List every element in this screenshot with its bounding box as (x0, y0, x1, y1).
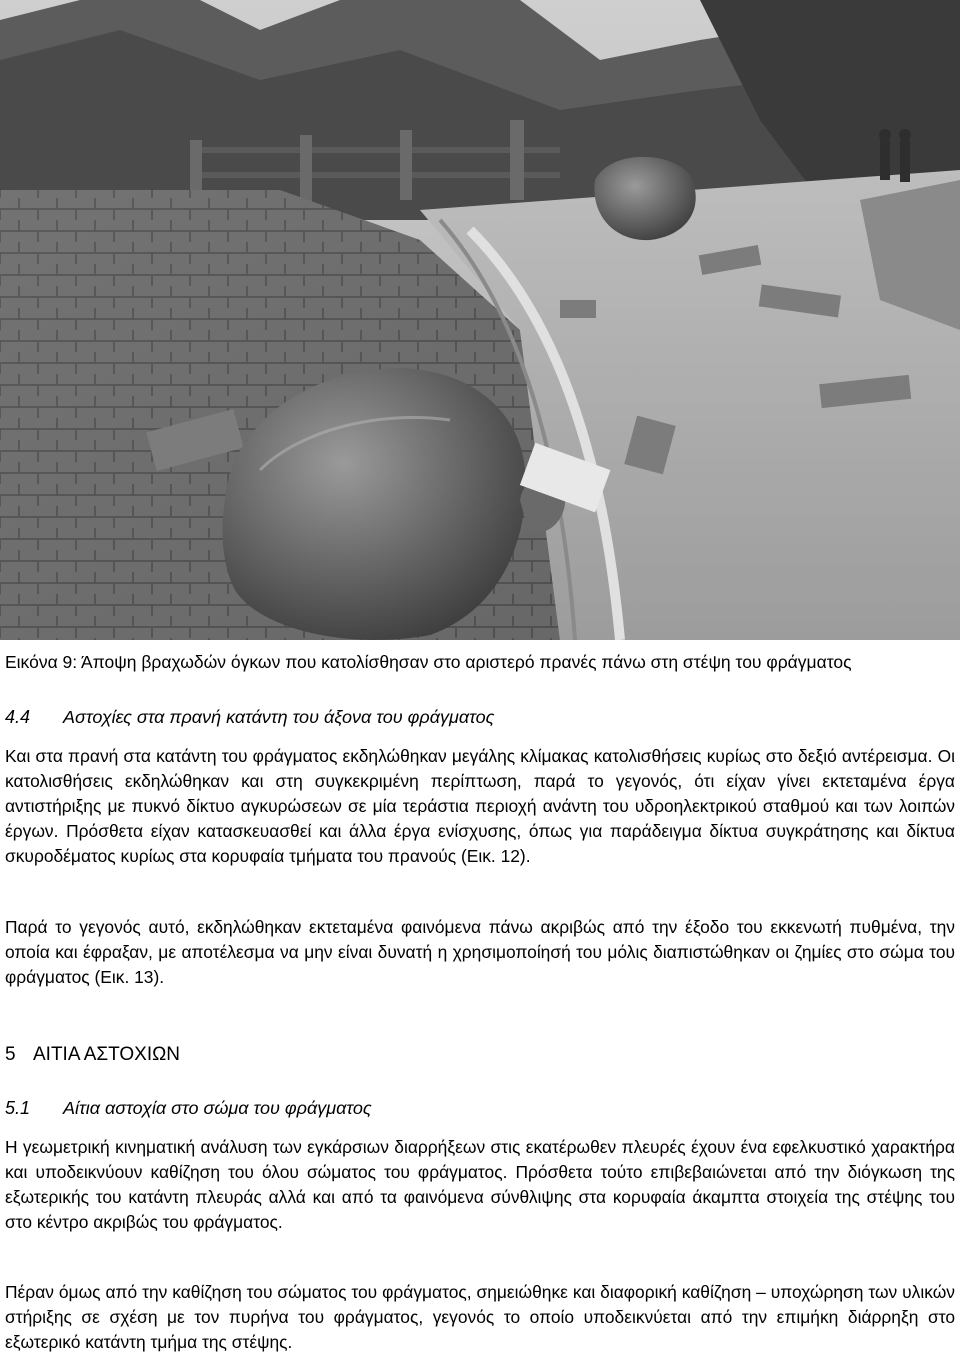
figure-caption: Εικόνα 9: Άποψη βραχωδών όγκων που κατολίσθησαν στο αριστερό πρανές πάνω στη στέψη του φράγματος (5, 652, 852, 672)
section-4-4-heading (5, 707, 955, 728)
paragraph-3: Η γεωμετρική κινηματική ανάλυση των εγκάρσιων διαρρήξεων στις εκατέρωθεν πλευρές έχουν ένα εφελκυστικό χαρακτήρα και υποδεικνύουν καθίζηση του όλου σώματος του φράγματος. Πρόσθετα τούτο επιβεβαιώνεται από την διόγκωση της εξωτερικής του κατάντη πλευράς αλλά και από τα φαινόμενα σύνθλιψης στα κορυφαία άκαμπτα στοιχεία της στέψης του στο κέντρο ακριβώς του φράγματος. (5, 1137, 955, 1232)
paragraph-4: Πέραν όμως από την καθίζηση του σώματος του φράγματος, σημειώθηκε και διαφορική καθίζηση – υποχώρηση των υλικών στήριξης σε σχέση με τον πυρήνα του φράγματος, γεγονός το οποίο υποδεικνύεται από την επιμήκη διάρρηξη στο εξωτερικό κατάντη τμήμα της στέψης. (5, 1282, 955, 1352)
section-number: 5 (5, 1044, 16, 1065)
paragraph-2: Παρά το γεγονός αυτό, εκδηλώθηκαν εκτεταμένα φαινόμενα πάνω ακριβώς από την έξοδο του εκκενωτή πυθμένα, την οποία και έφραξαν, με αποτέλεσμα να μην είναι δυνατή η χρησιμοποίησή του μόλις διαπιστώθηκαν οι ζημίες στο σώμα του φράγματος (Εικ. 13). (5, 917, 955, 987)
section-5-heading (5, 1044, 955, 1066)
section-number: 5.1 (5, 1098, 31, 1118)
figure-photo (0, 0, 960, 640)
section-number: 4.4 (5, 707, 31, 727)
section-5-1-heading (5, 1098, 955, 1119)
section-title: Αίτια αστοχία στο σώμα του φράγματος (63, 1098, 372, 1118)
section-title: Αστοχίες στα πρανή κατάντη του άξονα του φράγματος (63, 707, 495, 727)
paragraph-1: Και στα πρανή στα κατάντη του φράγματος εκδηλώθηκαν μεγάλης κλίμακας κατολισθήσεις κυρίως στο δεξιό αντέρεισμα. Οι κατολισθήσεις εκδηλώθηκαν και στη συγκεκριμένη περίπτωση, παρά το γεγονός, ότι είχαν γίνει εκτεταμένα έργα αντιστήριξης με πυκνό δίκτυο αγκυρώσεων σε μία τεράστια περιοχή ανάντη του υδροηλεκτρικού σταθμού και των λοιπών έργων. Πρόσθετα είχαν κατασκευασθεί και άλλα έργα ενίσχυσης, όπως για παράδειγμα δίκτυα συγκράτησης και δίκτυα σκυροδέματος κυρίως στα κορυφαία τμήματα του πρανούς (Εικ. 12). (5, 746, 955, 866)
section-title: ΑΙΤΙΑ ΑΣΤΟΧΙΩΝ (33, 1044, 181, 1065)
